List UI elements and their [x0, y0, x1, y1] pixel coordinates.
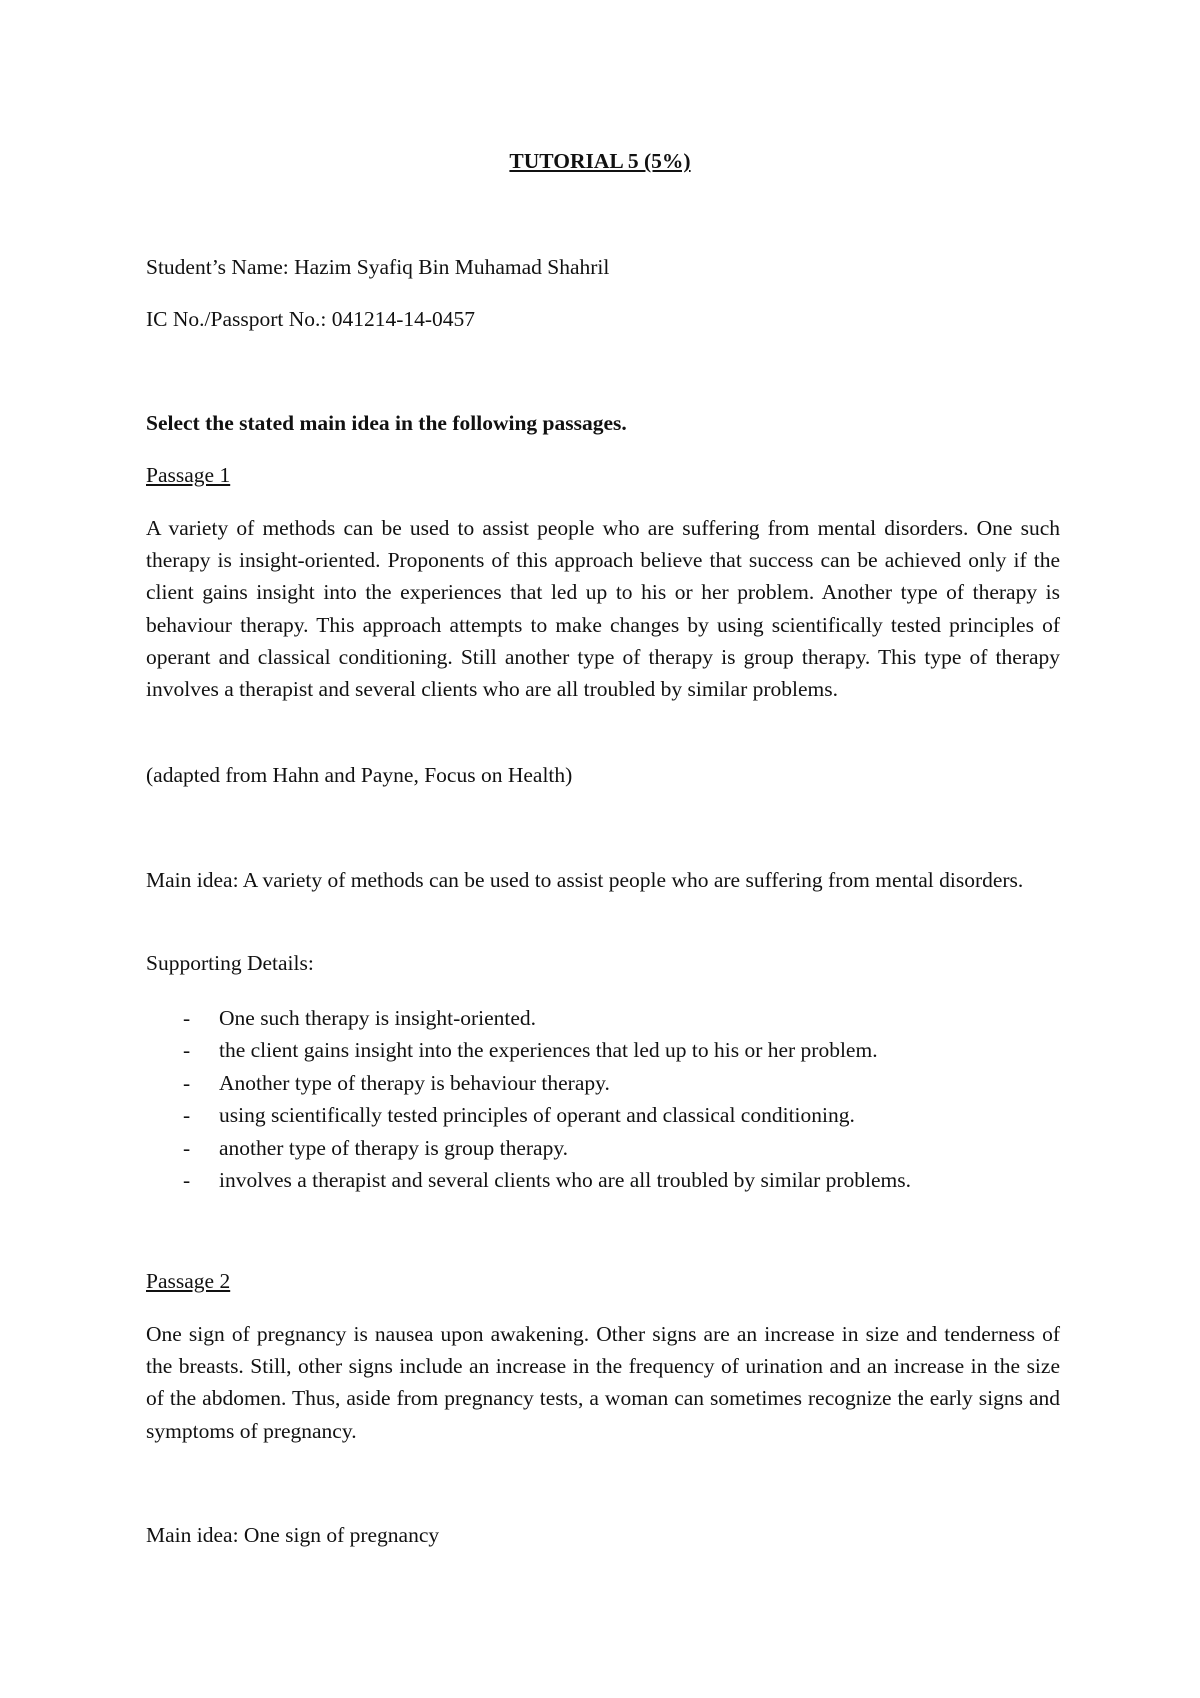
list-item-text: One such therapy is insight-oriented. [219, 1006, 537, 1030]
bullet-dash: - [183, 1006, 191, 1030]
passage-1-heading: Passage 1 [146, 463, 231, 487]
list-item-text: involves a therapist and several clients who are all troubled by similar problems. [219, 1167, 911, 1192]
passage-1-main-idea: Main idea: A variety of methods can be used to assist people who are suffering from mental disorders. [146, 868, 1024, 892]
bullet-dash: - [183, 1070, 191, 1095]
list-item-text: the client gains insight into the experiences that led up to his or her problem. [219, 1038, 878, 1063]
list-item-text: another type of therapy is group therapy. [219, 1135, 569, 1160]
supporting-details-label: Supporting Details: [146, 951, 314, 975]
passage-2-main-idea: Main idea: One sign of pregnancy [146, 1523, 440, 1547]
bullet-dash: - [183, 1103, 191, 1128]
passage-2-heading: Passage 2 [146, 1269, 231, 1293]
ic-passport-line: IC No./Passport No.: 041214-14-0457 [146, 307, 476, 331]
bullet-dash: - [183, 1038, 191, 1063]
passage-1-body: A variety of methods can be used to assist people who are suffering from mental disorders. One such therapy is insight-oriented. Proponents of this approach believe that success can be achieved only if the client gains insight into the experiences that led up to his or her problem. Another type of therapy is behaviour therapy. This approach attempts to make changes by using scientifically tested principles of operant and classical conditioning. Still another type of therapy is group therapy. This type of therapy involves a therapist and several clients who are all troubled by similar problems. [146, 516, 1060, 702]
list-item-text: Another type of therapy is behaviour therapy. [219, 1070, 610, 1095]
student-name-line: Student’s Name: Hazim Syafiq Bin Muhamad Shahril [146, 255, 610, 279]
bullet-dash: - [183, 1167, 191, 1192]
passage-2-body: One sign of pregnancy is nausea upon awakening. Other signs are an increase in size and tenderness of the breasts. Still, other signs include an increase in the frequency of urination and an increase in the size of the abdomen. Thus, aside from pregnancy tests, a woman can sometimes recognize the early signs and symptoms of pregnancy. [146, 1322, 1060, 1443]
list-item-text: using scientifically tested principles of operant and classical conditioning. [219, 1103, 855, 1128]
bullet-dash: - [183, 1135, 191, 1160]
passage-1-source: (adapted from Hahn and Payne, Focus on Health) [146, 763, 573, 787]
document-title: TUTORIAL 5 (5%) [509, 149, 691, 173]
instruction-heading: Select the stated main idea in the following passages. [146, 411, 627, 435]
